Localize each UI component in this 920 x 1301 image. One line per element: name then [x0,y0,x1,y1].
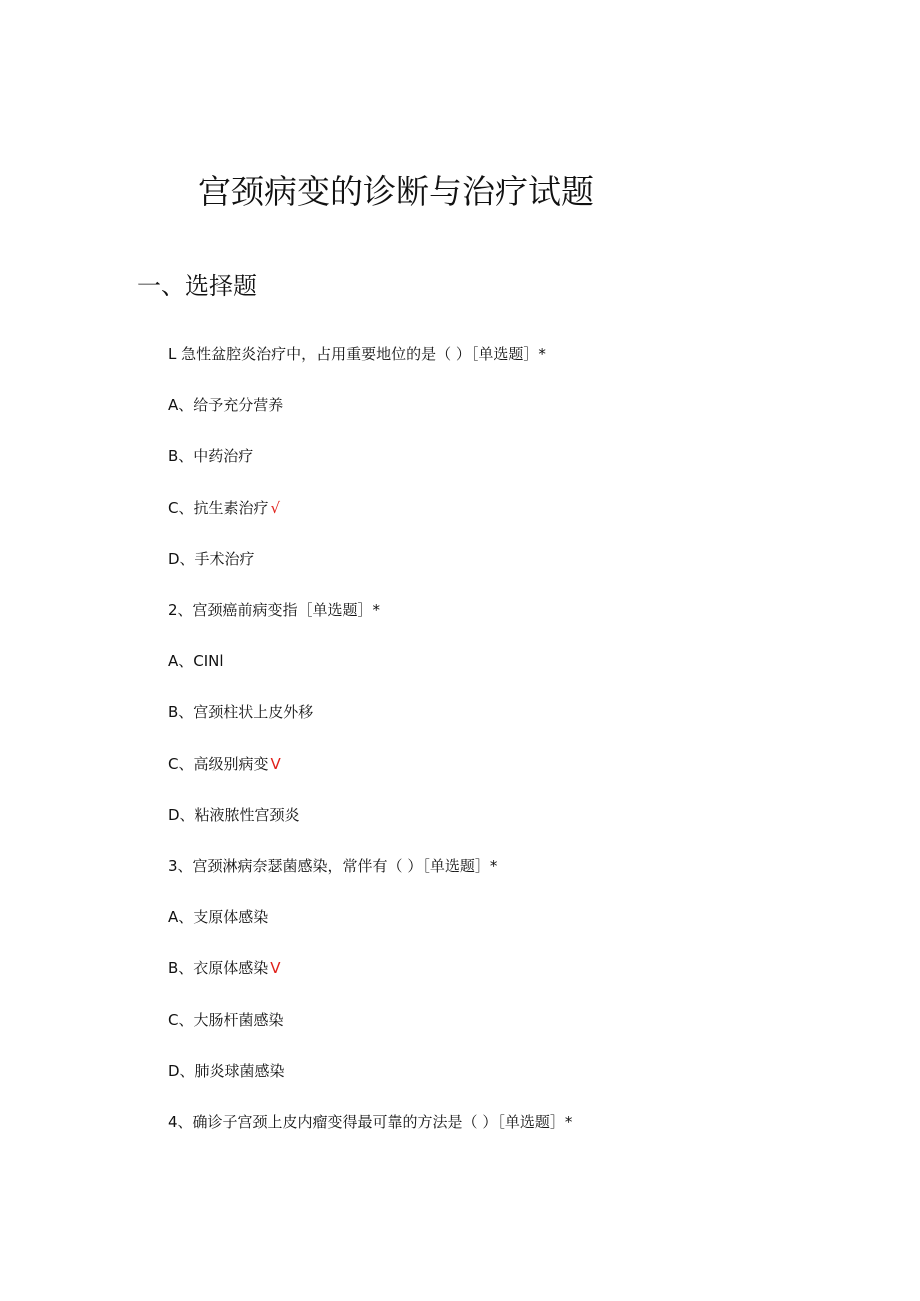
section-heading: 一、选择题 [137,272,257,300]
line-text: B、衣原体感染 [168,959,269,977]
line-text: 3、宫颈淋病奈瑟菌感染，常伴有（ ）［单选题］* [168,857,498,875]
line-text: B、中药治疗 [168,447,254,465]
option-line [168,446,253,466]
line-text: A、CINl [168,652,224,670]
answer-check-mark: √ [270,499,281,517]
line-text: 2、宫颈癌前病变指［单选题］* [168,601,381,619]
question-text [168,1112,572,1132]
line-text: 4、确诊子宫颈上皮内瘤变得最可靠的方法是（ ）［单选题］* [168,1113,573,1131]
option-line [168,1010,283,1030]
document-title: 宫颈病变的诊断与治疗试题 [198,172,594,211]
option-line [168,395,283,415]
line-text: A、给予充分营养 [168,396,284,414]
option-line [168,805,300,825]
line-text: A、支原体感染 [168,908,269,926]
line-text: C、抗生素治疗 [168,499,269,517]
question-text [168,600,380,620]
line-text: C、高级别病变 [168,755,269,773]
option-line [168,498,280,518]
option-line [168,1061,285,1081]
option-line [168,549,255,569]
question-text [168,344,546,364]
option-line [168,907,268,927]
question-text [168,856,497,876]
line-text: C、大肠杆菌感染 [168,1011,284,1029]
line-text: D、手术治疗 [168,550,255,568]
answer-check-mark: V [270,755,281,773]
option-line [168,754,281,774]
line-text: D、肺炎球菌感染 [168,1062,285,1080]
option-line [168,702,313,722]
line-text: B、宫颈柱状上皮外移 [168,703,314,721]
option-line [168,958,281,978]
line-text: D、粘液脓性宫颈炎 [168,806,300,824]
option-line [168,651,224,671]
line-text: L 急性盆腔炎治疗中，占用重要地位的是（ ）［单选题］* [168,345,546,363]
answer-check-mark: V [270,959,281,977]
